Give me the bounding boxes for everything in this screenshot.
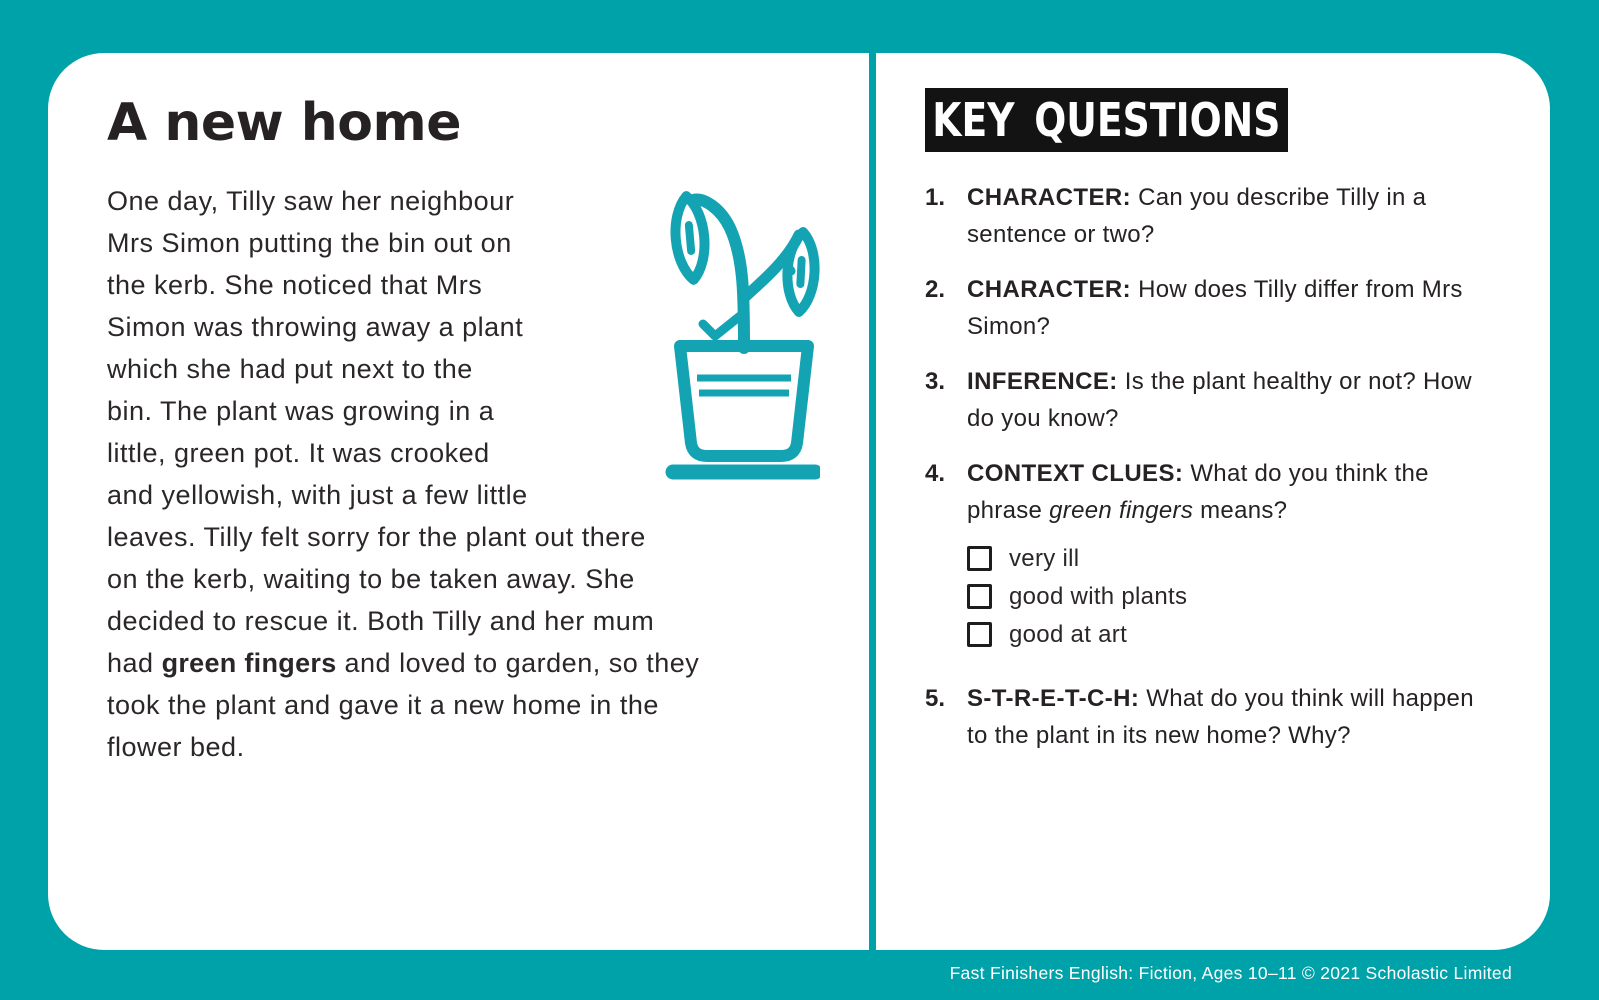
- question-text-run: Is the plant healthy or not? How do you know?: [967, 368, 1472, 432]
- story-text-run: decided to rescue it. Both Tilly and her mum: [107, 606, 655, 636]
- story-line: [107, 684, 827, 726]
- question-text-run: What do you think will happen to the plant in its new home? Why?: [967, 685, 1474, 749]
- plant-twig-left: [703, 316, 740, 336]
- option-label: good with plants: [1009, 582, 1188, 610]
- question-number: 5.: [925, 685, 946, 712]
- question-label: CONTEXT CLUES:: [967, 460, 1191, 487]
- question-number: 3.: [925, 368, 946, 395]
- question-text-run: means?: [1193, 497, 1288, 524]
- story-text-run: which she had put next to the: [107, 354, 473, 384]
- story-line: [107, 600, 827, 642]
- question-number: 2.: [925, 276, 946, 303]
- story-text-run: Simon was throwing away a plant: [107, 312, 524, 342]
- plant-leaf-right: [785, 231, 816, 312]
- question-label: INFERENCE:: [967, 368, 1125, 395]
- question-item: [925, 363, 1505, 437]
- option-row: [967, 577, 1487, 615]
- story-text-run: green fingers: [161, 648, 337, 678]
- empty-checkbox-icon[interactable]: [967, 584, 992, 609]
- story-text-run: leaves. Tilly felt sorry for the plant out there: [107, 522, 646, 552]
- question-item: [925, 179, 1505, 253]
- question-number: 1.: [925, 184, 946, 211]
- story-text-run: the kerb. She noticed that Mrs: [107, 270, 483, 300]
- story-line: [107, 558, 827, 600]
- question-item: [925, 271, 1505, 345]
- question-text-run: What do you think the phrase: [967, 460, 1429, 524]
- questions-list: [925, 179, 1505, 772]
- option-label: good at art: [1009, 620, 1128, 648]
- story-text-run: bin. The plant was growing in a: [107, 396, 495, 426]
- question-item: [925, 455, 1505, 662]
- story-title: A new home: [107, 93, 461, 153]
- story-line: [107, 726, 827, 768]
- question-text-run: How does Tilly differ from Mrs Simon?: [967, 276, 1463, 340]
- panel-divider: [869, 53, 876, 950]
- question-item: [925, 680, 1505, 754]
- question-label: S-T-R-E-T-C-H:: [967, 685, 1147, 712]
- answer-options: [967, 539, 1487, 653]
- story-text-run: Mrs Simon putting the bin out on: [107, 228, 512, 258]
- story-text-run: took the plant and gave it a new home in the: [107, 690, 659, 720]
- option-label: very ill: [1009, 544, 1080, 572]
- empty-checkbox-icon[interactable]: [967, 546, 992, 571]
- story-text-run: little, green pot. It was crooked: [107, 438, 490, 468]
- key-questions-title: KEY QUESTIONS: [932, 93, 1281, 147]
- story-text-run: on the kerb, waiting to be taken away. She: [107, 564, 635, 594]
- story-text-run: and loved to garden, so they: [336, 648, 700, 678]
- question-body: [967, 271, 1487, 345]
- plant-pot: [680, 346, 808, 456]
- question-body: [967, 680, 1487, 754]
- story-line: [107, 642, 827, 684]
- option-row: [967, 615, 1487, 653]
- question-label: CHARACTER:: [967, 276, 1139, 303]
- option-row: [967, 539, 1487, 577]
- question-body: [967, 179, 1487, 253]
- question-number: 4.: [925, 460, 946, 487]
- question-text-run: green fingers: [1049, 497, 1194, 524]
- footer-credit: Fast Finishers English: Fiction, Ages 10–11 © 2021 Scholastic Limited: [949, 963, 1512, 983]
- plant-leaf-left: [672, 195, 708, 281]
- potted-plant-icon: [650, 186, 820, 486]
- story-text-run: and yellowish, with just a few little: [107, 480, 528, 510]
- question-label: CHARACTER:: [967, 184, 1139, 211]
- worksheet-card: [48, 53, 1550, 950]
- question-text-run: Can you describe Tilly in a sentence or two?: [967, 184, 1427, 248]
- story-text-run: One day, Tilly saw her neighbour: [107, 186, 515, 216]
- story-text-run: flower bed.: [107, 732, 245, 762]
- empty-checkbox-icon[interactable]: [967, 622, 992, 647]
- story-text-run: had: [107, 648, 162, 678]
- question-body: [967, 363, 1487, 437]
- story-line: [107, 516, 827, 558]
- key-questions-header: [925, 88, 1288, 152]
- question-body: [967, 455, 1487, 662]
